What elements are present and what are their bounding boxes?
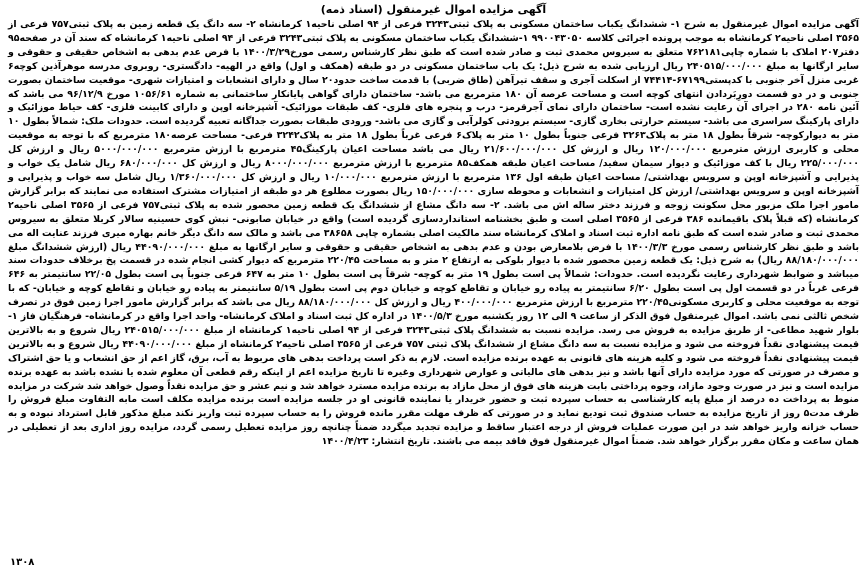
notice-body: آگهی مزایده اموال غیرمنقول به شرح ۱- ششدانگ یکباب ساختمان مسکونی به پلاک ثبتی۳۲۴۳ فرعی از ۹۴ اصلی ناحیه۱ کرمانشاه ۲- سه دانگ یک قطعه زمین به پلاک ثبتی۷۵۷ فرعی از ۳۵۶۵ اصلی ناحیه۲ کرمانشاه به موجب پرونده اجرائی کلاسه ۹۹۰۰۴۳۰۵۰ ۱-ششدانگ یکباب ساختمان مسکونی به پلاک ثبتی۳۲۴۳ فرعی از ۹۴ اصلی ناحیه۱ کرمانشاه که سند آن در صفحه۹۵ دفتر۲۰۷ املاک با شماره چاپی۷۶۲۱۸۱ متعلق به سیروس محمدی ثبت و صادر شده است که طبق نظر کارشناس رسمی مورخ۱۴۰۰/۳/۲۹ با فرض عدم بدهی به اشخاص حقیقی و حقوقی و سایر ارگانها به مبلغ ۲۴۰۵۱۵/۰۰۰/۰۰۰ ریال ارزیابی شده به شرح ذیل: یک باب ساختمان مسکونی در دو طبقه (همکف و اول) واقع در الهیه- دادگستری- روبروی مدرسه موهرآذین کوچه۶ غربی منزل آخر جنوبی با کدپستی۶۷۱۹۹-۷۴۴۱۴ از اسکلت آجری و سقف تیرآهن (طاق ضربی) با قدمت ساخت حدود۲۰ سال و دارای انشعابات و امتیازات شهری- موقعیت ساختمان بصورت جنوبی و در دو قسمت دورِبَردادن انتهای کوچه است و مساحت عرصه آن ۱۸۰ مترمربع می باشد- ساختمان دارای گواهی پایانکار ساختمانی به شماره ۱۰۵۶/۶۱ مورخ ۹۶/۱۲/۹ می باشد که آئین نامه ۲۸۰ در اجرای آن رعایت نشده است- ساختمان دارای نمای آجرقرمز- درب و پنجره های فلزی- کف طبقات موزائیک- آشپزخانه اوپن و دارای کابینت فلزی- کف حیاط موزائیک و دارای پارکینگ سراسری می باشد- سیستم حرارتی بخاری گازی- سیستم برودتی کولرآبی و گازی می باشد- ورودی طبقات بصورت جداگانه تعبیه گردیده است. حدودات ملک: شمالاً بطول ۱۰ متر به دیوارکوچه- شرقاً بطول ۱۸ متر به پلاک۳۲۶۳ فرعی جنوباً بطول ۱۰ متر به پلاک۶ فرعی غرباً بطول ۱۸ متر به پلاک۳۲۴۲ فرعی- مساحت عرصه۱۸۰ مترمربع که با توجه به موقعیت محلی و کاربری ارزش مترمربع ۱۲۰/۰۰۰/۰۰۰ ریال و ارزش کل ۲۱/۶۰۰/۰۰۰/۰۰۰ ریال می باشد مساحت اعیان پارکینگ۴۵ مترمربع با ارزش مترمربع ۵۰۰۰/۰۰۰/۰۰۰ ریال و ارزش کل ۲۲۵/۰۰۰/۰۰۰ ریال با کف موزائیک و دیوار سیمان سفید/ مساحت اعیان طبقه همکف۸۵ مترمربع با ارزش مترمربع ۸۰۰۰/۰۰۰/۰۰۰ ریال و ارزش کل ۶۸۰/۰۰۰/۰۰۰ ریال شامل یک خواب و پذیرایی و آشپزخانه اوپن و سرویس بهداشتی/ مساحت اعیان طبقه اول ۱۳۶ مترمربع با ارزش مترمربع ۱۰/۰۰۰/۰۰۰ ریال و ارزش کل ۱/۳۶۰/۰۰۰/۰۰۰ ریال شامل سه خواب و پذیرایی و آشپزخانه اوپن و سرویس بهداشتی/ ارزش کل امتیازات و انشعابات و محوطه سازی ۱۵۰/۰۰۰/۰۰۰ ریال بصورت مطلوع هر دو طبقه از امتیازات مشترک استفاده می نمایند که برابر گزارش مامور اجرا ملک مزبور محل سکونت زوجه و فرزند دختر ساله اش می باشد. ۲- سه دانگ مشاع از ششدانگ یک قطعه زمین محصور شده به پلاک ثبتی۷۵۷ فرعی از ۳۵۶۵ اصلی ناحیه۲ کرمانشاه (که قبلاً پلاک باقیمانده ۳۸۶ فرعی از ۳۵۶۵ اصلی است و طبق بخشنامه استانداردسازی گردیده است) واقع در خیابان صابونی- نبش کوی حسینیه سالار کربلا متعلق به سیروس محمدی ثبت و صادر شده است که طبق نامه اداره ثبت اسناد و املاک کرمانشاه سند مالکیت اصلی بشماره چاپی ۳۸۶۵۸ می باشد و مالک سه دانگ دیگر خانم بهاره میری فرزند عنایت اله می باشد و طبق نظر کارشناس رسمی مورخ ۱۴۰۰/۳/۳ با فرض بلامعارض بودن و عدم بدهی به اشخاص حقیقی و حقوقی و سایر ارگانها به مبلغ ۴۴۰۹۰/۰۰۰/۰۰۰ ریال (ارزش ششدانگ مبلغ ۸۸/۱۸۰/۰۰۰/۰۰۰ ریال) به شرح ذیل: یک قطعه زمین محصور شده با دیوار بلوکی به ارتفاع ۲ متر و به مساحت ۲۲۰/۴۵ مترمربع که دیوار کشی انجام شده در قسمت پخ برخلاف حدودات سند میباشد و ضوابط شهرداری رعایت نگردیده است. حدودات: شمالاً پی است بطول ۱۹ متر به کوچه- شرقاً پی است بطول ۱۰ متر به ۶۴۷ فرعی جنوباً پی است بطول ۲۲/۰۵ سانتیمتر به ۶۴۶ فرعی غرباً در دو قسمت اول پی است بطول ۶/۲۰ سانتیمتر به پیاده رو خیابان و تقاطع کوچه و خیابان دوم پی است بطول ۵/۱۹ سانتیمتر به پیاده رو خیابان و تقاطع کوچه و خیابان- که با توجه به موقعیت محلی و کاربری مسکونی۲۲۰/۴۵ مترمربع با ارزش مترمربع ۴۰۰/۰۰۰/۰۰۰ ریال و ارزش کل ۸۸/۱۸۰/۰۰۰/۰۰۰ ریال می باشد که برابر گزارش مامور اجرا زمین فوق در تصرف شخص ثالثی نمی باشد. اموال غیرمنقول فوق الذکر از ساعت ۹ الی ۱۲ روز یکشنبه مورخ ۱۴۰۰/۵/۳ در اداره کل ثبت اسناد و املاک کرمانشاه- واحد اجرا واقع در کرمانشاه- فرهنگیان فاز ۱- بلوار شهید مطاعی- از طریق مزایده به فروش می رسد. مزایده نسبت به ششدانگ پلاک ثبتی۳۲۴۳ فرعی از ۹۴ اصلی ناحیه۱ کرمانشاه از مبلغ ۲۴۰۵۱۵/۰۰۰/۰۰۰ ریال شروع و به بالاترین قیمت پیشنهادی نقداً فروخته می شود و مزایده نسبت به سه دانگ مشاع از ششدانگ پلاک ثبتی ۷۵۷ فرعی از ۳۵۶۵ اصلی ناحیه۲ کرمانشاه از مبلغ ۴۴۰۹۰/۰۰۰/۰۰۰ ریال شروع و به بالاترین قیمت پیشنهادی نقداً فروخته می شود و کلیه هزینه های قانونی به عهده برنده مزایده است. لازم به ذکر است پرداخت بدهی های مربوط به آب، برق، گاز اعم از حق انشعاب و یا حق اشتراک و مصرف در صورتی که مورد مزایده دارای آنها باشد و نیز بدهی های مالیاتی و عوارض شهرداری وغیره تا تاریخ مزایده اعم از اینکه رقم قطعی آن معلوم شده یا نشده باشد به عهده برنده مزایده است و نیز در صورت وجود مازاد، وجوه پرداختی بابت هزینه های فوق از محل مازاد به برنده مزایده مسترد خواهد شد و نیم عشر و حق مزایده نقداً وصول خواهد شد شرکت در مزایده منوط به پرداخت ده درصد از مبلغ پایه کارشناسی به حساب سپرده ثبت و حضور خریدار یا نماینده قانونی او در جلسه مزایده است برنده مزایده مکلف است مابه التفاوت مبلغ فروش را ظرف مدت۵ روز از تاریخ مزایده به حساب صندوق ثبت توديع نمايد و در صورتی که ظرف مهلت مقرر مانده فروش را به حساب سپرده ثبت واریز نکند مبلغ مذکور قابل استرداد نبوده و به حساب خزانه واریز خواهد شد در این صورت عملیات فروش از درجه اعتبار ساقط و مزایده تجدید میگردد ضمناً چنانچه روز مزایده تعطیل رسمی گردد، مزایده روز اداری بعد از تعطیلی در همان ساعت و مکان مقرر برگزار خواهد شد. ضمناً اموال غیرمنقول فوق فاقد بیمه می باشند. تاریخ انتشار: ۱۴۰۰/۴/۲۳ — [8, 19, 860, 448]
notice-title: آگهی مزایده اموال غیرمنقول (اسناد ذمه) — [320, 3, 547, 16]
notice-code: ۱۳۰۸ — [10, 557, 35, 568]
